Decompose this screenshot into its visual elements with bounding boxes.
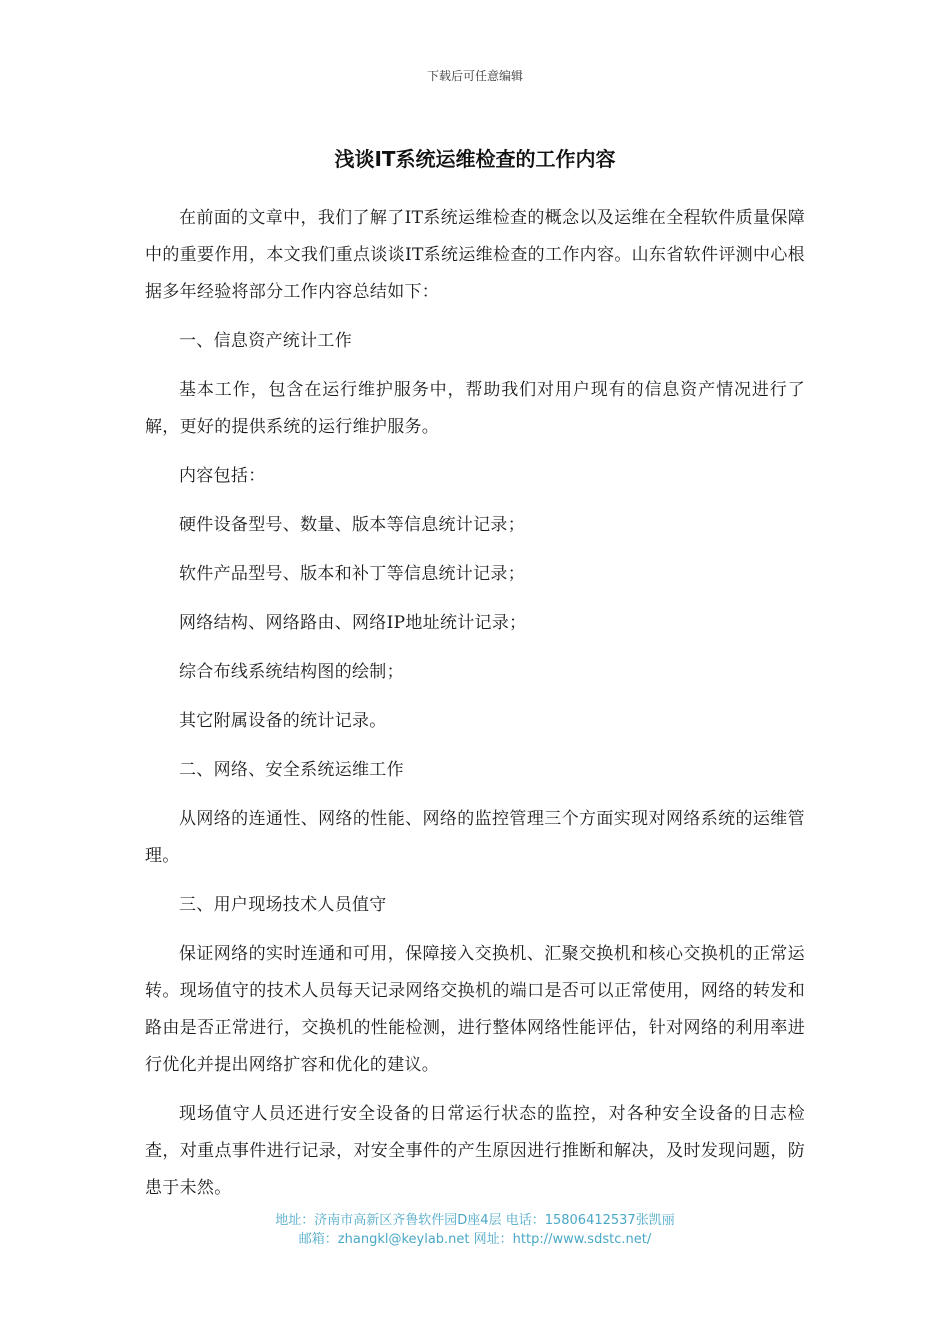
document-body	[145, 200, 805, 1219]
section-heading-3: 三、用户现场技术人员值守	[179, 895, 387, 915]
footer-contact-line: 邮箱：zhangkl@keylab.net 网址：http://www.sdstc.net/	[298, 1232, 652, 1247]
section-heading-1: 一、信息资产统计工作	[179, 331, 352, 351]
paragraph: 从网络的连通性、网络的性能、网络的监控管理三个方面实现对网络系统的运维管理。	[145, 809, 805, 866]
page-header-note: 下载后可任意编辑	[426, 69, 523, 83]
paragraph-intro: 在前面的文章中，我们了解了IT系统运维检查的概念以及运维在全程软件质量保障中的重要作用，本文我们重点谈谈IT系统运维检查的工作内容。山东省软件评测中心根据多年经验将部分工作内容总结如下：	[145, 208, 805, 302]
footer-address-line: 地址：济南市高新区齐鲁软件园D座4层 电话：15806412537张凯丽	[275, 1213, 675, 1228]
paragraph: 现场值守人员还进行安全设备的日常运行状态的监控，对各种安全设备的日志检查，对重点事件进行记录，对安全事件的产生原因进行推断和解决，及时发现问题，防患于未然。	[145, 1104, 805, 1198]
list-item: 硬件设备型号、数量、版本等信息统计记录；	[179, 515, 525, 535]
document-title: 浅谈IT系统运维检查的工作内容	[334, 147, 616, 171]
paragraph: 保证网络的实时连通和可用，保障接入交换机、汇聚交换机和核心交换机的正常运转。现场值守的技术人员每天记录网络交换机的端口是否可以正常使用，网络的转发和路由是否正常进行，交换机的性能检测，进行整体网络性能评估，针对网络的利用率进行优化并提出网络扩容和优化的建议。	[145, 944, 805, 1075]
section-heading-2: 二、网络、安全系统运维工作	[179, 760, 404, 780]
list-item: 综合布线系统结构图的绘制；	[179, 662, 404, 682]
paragraph: 基本工作，包含在运行维护服务中，帮助我们对用户现有的信息资产情况进行了解，更好的提供系统的运行维护服务。	[145, 380, 805, 437]
list-item: 其它附属设备的统计记录。	[179, 711, 387, 731]
paragraph: 内容包括：	[179, 466, 266, 486]
list-item: 软件产品型号、版本和补丁等信息统计记录；	[179, 564, 525, 584]
list-item: 网络结构、网络路由、网络IP地址统计记录；	[179, 613, 527, 633]
page-footer	[0, 1211, 950, 1249]
